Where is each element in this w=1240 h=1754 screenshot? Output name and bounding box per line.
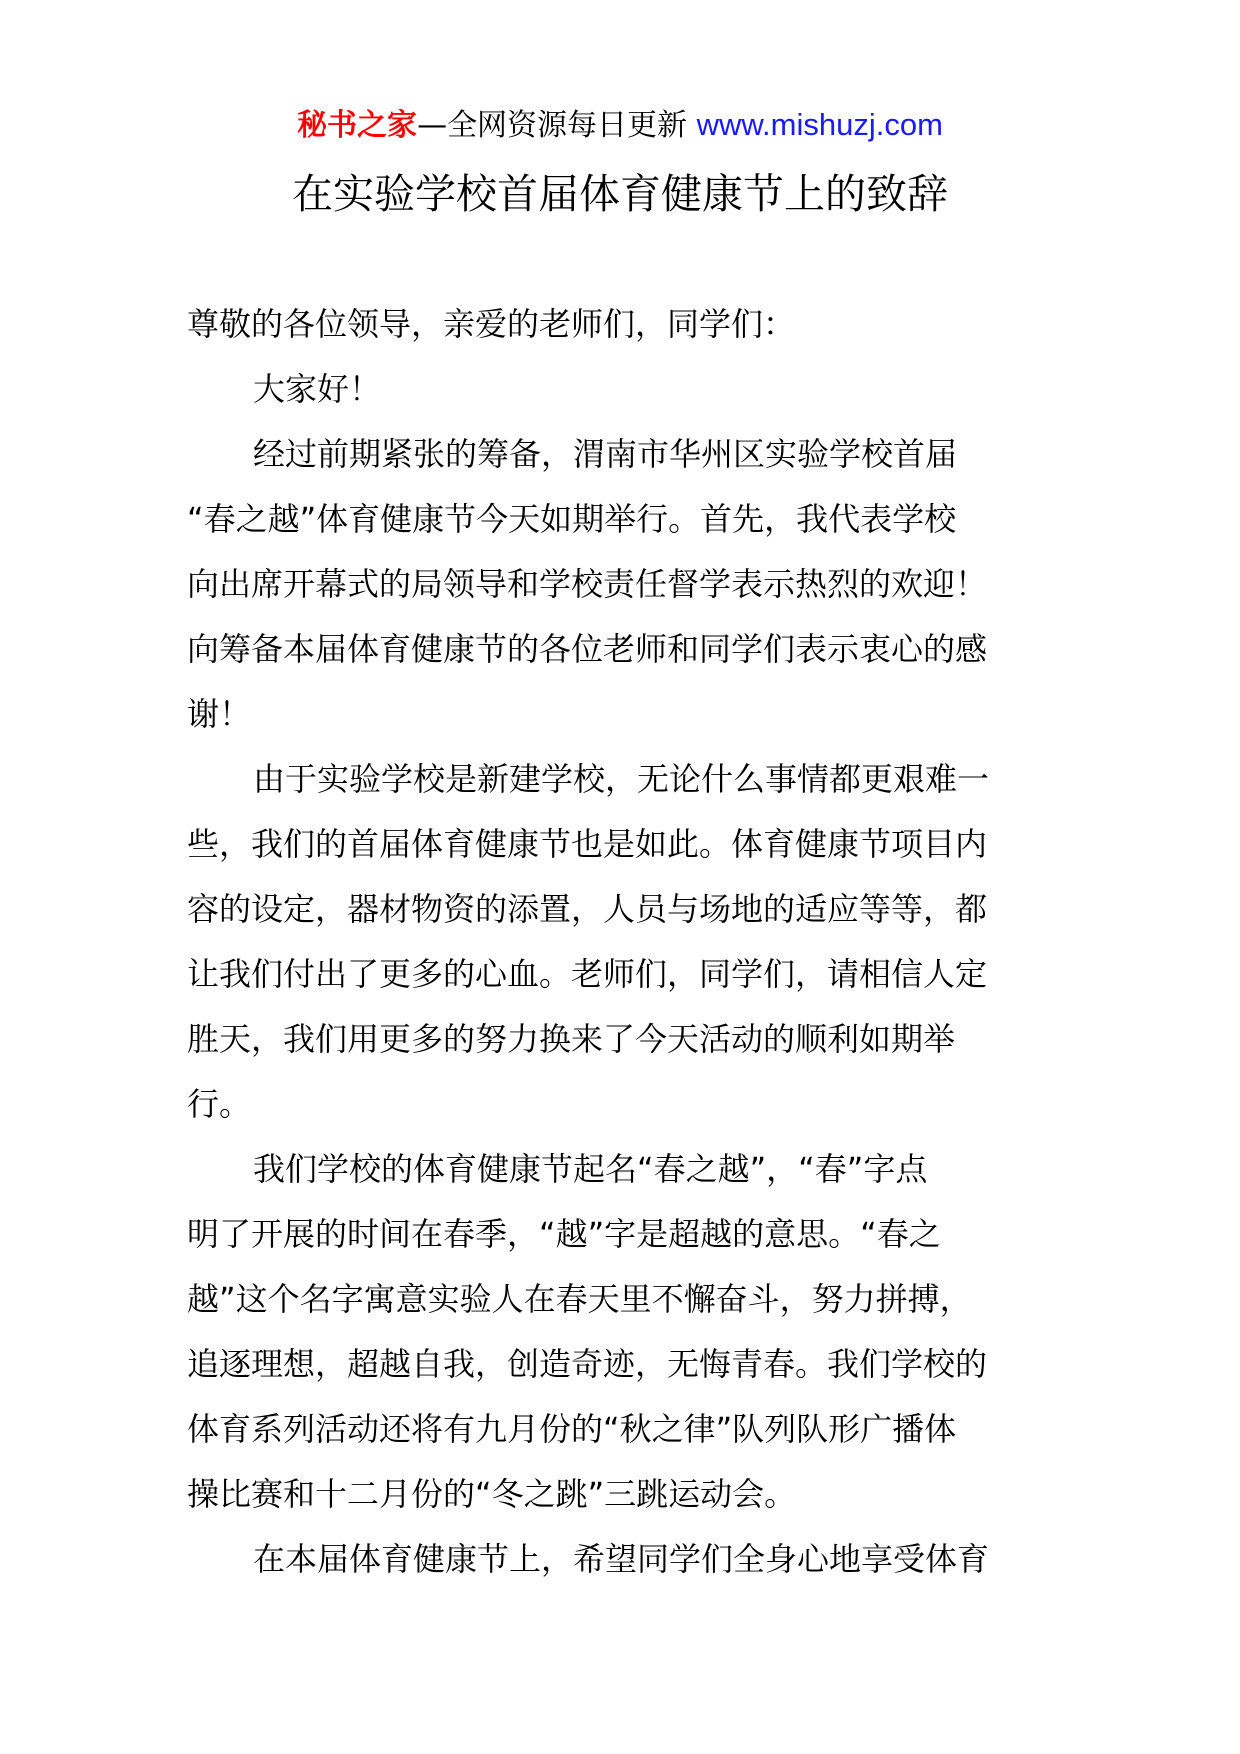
document-body (187, 292, 1057, 1592)
paragraph-line: 明了开展的时间在春季，“越”字是超越的意思。“春之 (187, 1215, 941, 1253)
paragraph-line: “春之越”体育健康节今天如期举行。首先，我代表学校 (187, 500, 957, 538)
salutation: 尊敬的各位领导，亲爱的老师们，同学们： (187, 305, 796, 343)
paragraph-line: 体育系列活动还将有九月份的“秋之律”队列队形广播体 (187, 1410, 957, 1448)
document-title: 在实验学校首届体育健康节上的致辞 (292, 170, 948, 218)
paragraph-line: 向筹备本届体育健康节的各位老师和同学们表示衷心的感 (187, 630, 988, 668)
site-link[interactable]: www.mishuzj.com (696, 107, 943, 142)
greeting: 大家好！ (253, 370, 382, 408)
site-header (0, 103, 1240, 148)
header-tagline: —全网资源每日更新 (417, 108, 688, 143)
paragraph-line: 操比赛和十二月份的“冬之跳”三跳运动会。 (187, 1475, 797, 1513)
paragraph-line: 追逐理想，超越自我，创造奇迹，无悔青春。我们学校的 (187, 1345, 988, 1383)
paragraph-line: 些，我们的首届体育健康节也是如此。体育健康节项目内 (187, 825, 988, 863)
paragraph-line: 向出席开幕式的局领导和学校责任督学表示热烈的欢迎！ (187, 565, 988, 603)
paragraph-line: 在本届体育健康节上，希望同学们全身心地享受体育 (253, 1540, 990, 1578)
brand-name: 秘书之家 (297, 108, 418, 143)
paragraph-line: 谢！ (187, 695, 252, 733)
paragraph-line: 我们学校的体育健康节起名“春之越”，“春”字点 (253, 1150, 928, 1188)
paragraph-line: 由于实验学校是新建学校，无论什么事情都更艰难一 (253, 760, 990, 798)
paragraph-line: 越”这个名字寓意实验人在春天里不懈奋斗，努力拼搏， (187, 1280, 972, 1318)
paragraph-line: 胜天，我们用更多的努力换来了今天活动的顺利如期举 (187, 1020, 956, 1058)
paragraph-line: 让我们付出了更多的心血。老师们，同学们，请相信人定 (187, 955, 988, 993)
paragraph-line: 经过前期紧张的筹备，渭南市华州区实验学校首届 (253, 435, 958, 473)
paragraph-line: 容的设定，器材物资的添置，人员与场地的适应等等，都 (187, 890, 988, 928)
paragraph-line: 行。 (187, 1085, 252, 1123)
